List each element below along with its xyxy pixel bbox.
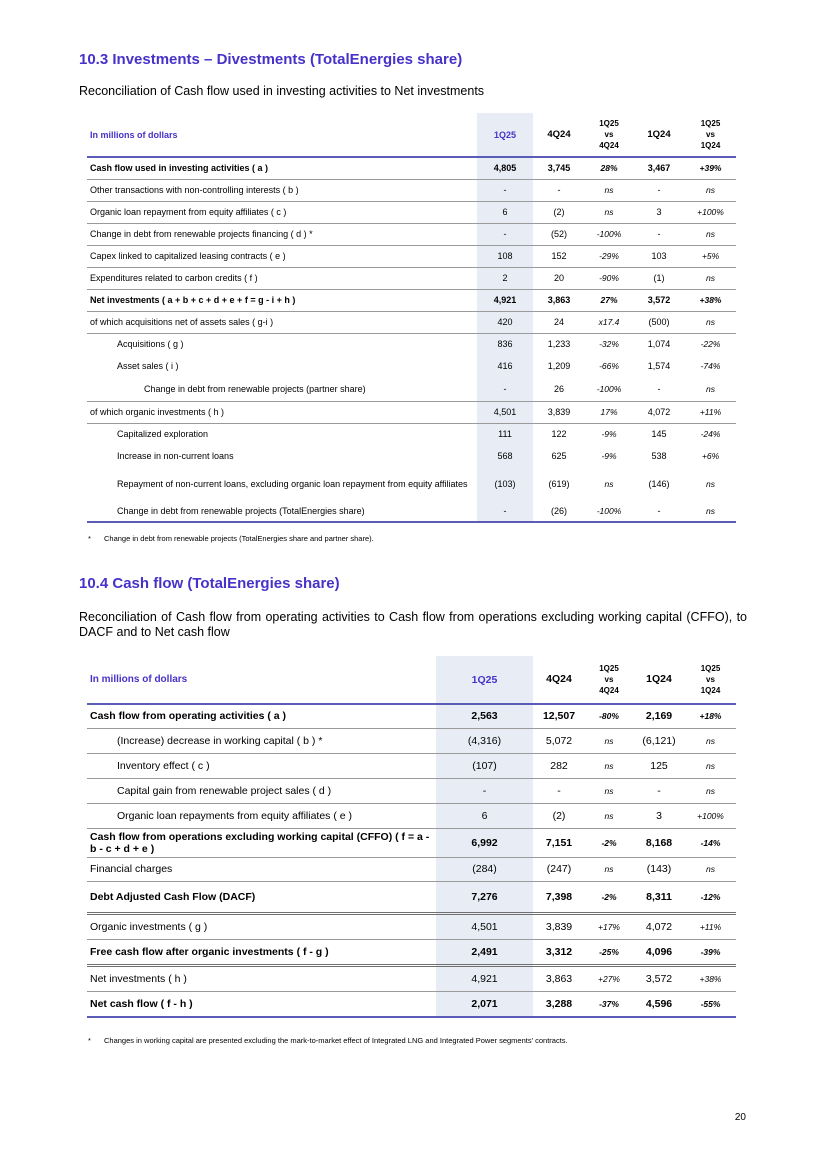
- table-row: [87, 333, 736, 355]
- cell-value: (107): [436, 753, 533, 778]
- cell-value: -55%: [685, 991, 736, 1017]
- cell-value: (1): [633, 267, 685, 289]
- cell-value: -: [633, 179, 685, 201]
- cell-value: 27%: [585, 289, 633, 311]
- cell-value: 7,398: [533, 881, 585, 913]
- table-row: [87, 753, 736, 778]
- cell-value: 111: [477, 423, 533, 445]
- cell-value: +38%: [685, 289, 736, 311]
- cell-value: 4,072: [633, 913, 685, 939]
- column-header: 1Q24: [647, 129, 671, 140]
- cell-value: -37%: [585, 991, 633, 1017]
- cell-value: -100%: [596, 383, 622, 394]
- cell-value: (500): [633, 311, 685, 333]
- row-label: Net cash flow ( f - h ): [87, 991, 436, 1017]
- cell-value: -2%: [585, 881, 633, 913]
- cell-value: 3,839: [533, 401, 585, 423]
- cell-value: -: [477, 377, 533, 401]
- cell-value: 2,563: [436, 704, 533, 728]
- cell-value: 1,074: [633, 333, 685, 355]
- row-label: Debt Adjusted Cash Flow (DACF): [87, 881, 436, 913]
- table-row: [87, 311, 736, 333]
- row-label: Financial charges: [87, 857, 436, 881]
- cell-value: 103: [633, 245, 685, 267]
- cell-value: ns: [585, 201, 633, 223]
- cell-value: +18%: [685, 704, 736, 728]
- table-row: [87, 778, 736, 803]
- column-header: 1Q25 vs 1Q24: [700, 664, 721, 695]
- cell-value: ns: [706, 478, 715, 489]
- row-label: Cash flow used in investing activities ( a ): [87, 157, 477, 179]
- table-row: [87, 355, 736, 377]
- column-header: 1Q25 vs 4Q24: [599, 119, 619, 150]
- cell-value: 7,276: [436, 881, 533, 913]
- cell-value: 3,288: [533, 991, 585, 1017]
- cell-value: 625: [551, 451, 567, 461]
- cell-value: -32%: [585, 333, 633, 355]
- cell-value: 5,072: [533, 728, 585, 753]
- cell-value: -29%: [585, 245, 633, 267]
- cell-value: 4,501: [436, 913, 533, 939]
- cell-value: 420: [477, 311, 533, 333]
- table-row: [87, 445, 736, 467]
- table-row: [87, 223, 736, 245]
- cell-value: -100%: [585, 223, 633, 245]
- cell-value: ns: [604, 478, 614, 489]
- cell-value: 836: [477, 333, 533, 355]
- cell-value: -80%: [585, 704, 633, 728]
- cell-value: ns: [585, 857, 633, 881]
- cell-value: ns: [585, 778, 633, 803]
- cell-value: (6,121): [633, 728, 685, 753]
- table-row: [87, 913, 736, 939]
- table-row: [87, 267, 736, 289]
- cell-value: +27%: [585, 965, 633, 991]
- column-header: 1Q25: [436, 656, 533, 704]
- cell-value: -9%: [601, 451, 617, 461]
- cell-value: (146): [648, 478, 670, 489]
- cell-value: -9%: [585, 423, 633, 445]
- cell-value: +11%: [685, 401, 736, 423]
- cell-value: (247): [533, 857, 585, 881]
- table-row: [87, 245, 736, 267]
- cell-value: 416: [477, 355, 533, 377]
- table-row: [87, 881, 736, 913]
- row-label: Cash flow from operating activities ( a ): [87, 704, 436, 728]
- cell-value: 3,467: [633, 157, 685, 179]
- cell-value: (103): [477, 467, 533, 500]
- cell-value: 4,921: [477, 289, 533, 311]
- cell-value: -2%: [585, 828, 633, 857]
- cell-value: 3,312: [533, 939, 585, 965]
- table-row: [87, 828, 736, 857]
- cell-value: -90%: [585, 267, 633, 289]
- cell-value: -: [477, 500, 533, 522]
- cell-value: (2): [533, 201, 585, 223]
- table-row: [87, 857, 736, 881]
- table-row: [87, 201, 736, 223]
- cell-value: +100%: [685, 201, 736, 223]
- cell-value: 2,169: [633, 704, 685, 728]
- cell-value: 12,507: [533, 704, 585, 728]
- column-header: 1Q25: [477, 113, 533, 157]
- cash-flow-table: [87, 656, 736, 1018]
- cell-value: -12%: [685, 881, 736, 913]
- table-row: [87, 157, 736, 179]
- cell-value: 3,863: [533, 289, 585, 311]
- row-label: Net investments ( h ): [87, 965, 436, 991]
- cell-value: (143): [633, 857, 685, 881]
- cell-value: ns: [585, 179, 633, 201]
- cell-value: 26: [553, 383, 564, 394]
- column-header: 4Q24: [547, 129, 571, 140]
- cell-value: 152: [533, 245, 585, 267]
- footnote-text: Changes in working capital are presented excluding the mark-to-market effect of Integrated LNG and Integrated Power segments' contracts.: [104, 1036, 568, 1045]
- unit-label: In millions of dollars: [90, 129, 178, 140]
- cell-value: -14%: [685, 828, 736, 857]
- cell-value: 4,096: [633, 939, 685, 965]
- cell-value: ns: [685, 311, 736, 333]
- row-label: Other transactions with non-controlling interests ( b ): [87, 179, 477, 201]
- cell-value: 20: [533, 267, 585, 289]
- footnote-investments: [88, 534, 374, 543]
- cell-value: 4,501: [477, 401, 533, 423]
- table-row: [87, 423, 736, 445]
- row-label: Increase in non-current loans: [117, 451, 234, 461]
- cell-value: -: [436, 778, 533, 803]
- row-label: Expenditures related to carbon credits ( f ): [87, 267, 477, 289]
- row-label: Asset sales ( i ): [117, 361, 179, 371]
- cell-value: 1,574: [647, 361, 671, 371]
- cell-value: 145: [633, 423, 685, 445]
- cell-value: ns: [685, 753, 736, 778]
- cell-value: 3: [633, 201, 685, 223]
- table-row: [87, 728, 736, 753]
- cell-value: 2,491: [436, 939, 533, 965]
- cell-value: ns: [685, 267, 736, 289]
- table-row: [87, 377, 736, 401]
- cell-value: x17.4: [585, 311, 633, 333]
- column-header: 1Q25 vs 1Q24: [700, 119, 721, 150]
- cell-value: 3: [633, 803, 685, 828]
- section-subtitle-cash-flow: Reconciliation of Cash flow from operating activities to Cash flow from operations excluding working capital (CFFO), to DACF and to Net cash flow: [79, 610, 747, 639]
- page-number: 20: [734, 1112, 746, 1123]
- cell-value: -: [477, 179, 533, 201]
- cell-value: -: [533, 778, 585, 803]
- cell-value: 282: [533, 753, 585, 778]
- cell-value: -24%: [685, 423, 736, 445]
- row-label: Organic investments ( g ): [87, 913, 436, 939]
- cell-value: +38%: [685, 965, 736, 991]
- table-row: [87, 939, 736, 965]
- table-row: [87, 467, 736, 500]
- footnote-text: Change in debt from renewable projects (TotalEnergies share and partner share).: [104, 534, 374, 543]
- cell-value: -74%: [700, 361, 721, 371]
- footnote-marker: *: [88, 534, 91, 543]
- cell-value: -: [633, 778, 685, 803]
- cell-value: ns: [685, 857, 736, 881]
- cell-value: ns: [685, 223, 736, 245]
- cell-value: 3,839: [533, 913, 585, 939]
- cell-value: -22%: [685, 333, 736, 355]
- table-row: [87, 704, 736, 728]
- cell-value: ns: [685, 500, 736, 522]
- cell-value: -39%: [685, 939, 736, 965]
- section-subtitle-investments: Reconciliation of Cash flow used in investing activities to Net investments: [79, 84, 485, 98]
- table-row: [87, 500, 736, 522]
- cell-value: 122: [533, 423, 585, 445]
- row-label: (Increase) decrease in working capital ( b ) *: [87, 728, 436, 753]
- row-label: Change in debt from renewable projects (partner share): [144, 383, 366, 394]
- cell-value: ns: [585, 753, 633, 778]
- row-label: Change in debt from renewable projects (TotalEnergies share): [87, 500, 477, 522]
- cell-value: (2): [533, 803, 585, 828]
- row-label: Repayment of non-current loans, excluding organic loan repayment from equity affiliates: [117, 478, 468, 489]
- cell-value: 2,071: [436, 991, 533, 1017]
- cell-value: 3,572: [633, 289, 685, 311]
- row-label: Capex linked to capitalized leasing contracts ( e ): [87, 245, 477, 267]
- cell-value: 108: [477, 245, 533, 267]
- cell-value: (284): [436, 857, 533, 881]
- cell-value: -100%: [585, 500, 633, 522]
- cell-value: ns: [585, 728, 633, 753]
- cell-value: 8,311: [633, 881, 685, 913]
- row-label: of which acquisitions net of assets sales ( g-i ): [87, 311, 477, 333]
- cell-value: +11%: [685, 913, 736, 939]
- cell-value: -: [633, 500, 685, 522]
- cell-value: 4,921: [436, 965, 533, 991]
- table-row: [87, 965, 736, 991]
- cell-value: 3,572: [633, 965, 685, 991]
- cell-value: 24: [533, 311, 585, 333]
- cell-value: -: [533, 179, 585, 201]
- cell-value: 1,233: [533, 333, 585, 355]
- row-label: of which organic investments ( h ): [87, 401, 477, 423]
- cell-value: -25%: [585, 939, 633, 965]
- table-row: [87, 401, 736, 423]
- row-label: Capitalized exploration: [87, 423, 477, 445]
- cell-value: 4,805: [477, 157, 533, 179]
- row-label: Organic loan repayment from equity affiliates ( c ): [87, 201, 477, 223]
- cell-value: 2: [477, 267, 533, 289]
- column-header: 1Q24: [646, 673, 672, 685]
- cell-value: +17%: [585, 913, 633, 939]
- column-header: 1Q25 vs 4Q24: [599, 664, 619, 695]
- cell-value: 28%: [585, 157, 633, 179]
- cell-value: ns: [706, 383, 715, 394]
- cell-value: 6: [477, 201, 533, 223]
- cell-value: 6: [436, 803, 533, 828]
- row-label: Net investments ( a + b + c + d + e + f = g - i + h ): [87, 289, 477, 311]
- cell-value: 1,209: [547, 361, 571, 371]
- table-row: [87, 289, 736, 311]
- cell-value: (619): [548, 478, 570, 489]
- table-row: [87, 991, 736, 1017]
- cell-value: -66%: [599, 361, 619, 371]
- cell-value: 3,863: [533, 965, 585, 991]
- cell-value: (26): [533, 500, 585, 522]
- table-row: [87, 803, 736, 828]
- cell-value: +39%: [685, 157, 736, 179]
- cell-value: (4,316): [436, 728, 533, 753]
- cell-value: 3,745: [533, 157, 585, 179]
- cell-value: -: [477, 223, 533, 245]
- column-header: 4Q24: [546, 673, 572, 685]
- row-label: Cash flow from operations excluding working capital (CFFO) ( f = a - b - c + d + e ): [87, 828, 436, 857]
- footnote-cash-flow: [88, 1036, 568, 1045]
- investments-table: [87, 113, 736, 523]
- cell-value: (52): [533, 223, 585, 245]
- cell-value: 4,072: [633, 401, 685, 423]
- cell-value: ns: [685, 728, 736, 753]
- cell-value: +5%: [685, 245, 736, 267]
- cell-value: 4,596: [633, 991, 685, 1017]
- cell-value: 538: [651, 451, 667, 461]
- section-title-investments: 10.3 Investments – Divestments (TotalEnergies share): [79, 51, 463, 68]
- unit-label: In millions of dollars: [90, 674, 188, 685]
- table-row: [87, 179, 736, 201]
- footnote-marker: *: [88, 1036, 91, 1045]
- row-label: Organic loan repayments from equity affiliates ( e ): [87, 803, 436, 828]
- row-label: Free cash flow after organic investments ( f - g ): [87, 939, 436, 965]
- row-label: Change in debt from renewable projects financing ( d ) *: [87, 223, 477, 245]
- cell-value: +100%: [685, 803, 736, 828]
- cell-value: 7,151: [533, 828, 585, 857]
- cell-value: ns: [685, 179, 736, 201]
- cell-value: 568: [477, 445, 533, 467]
- cell-value: 125: [633, 753, 685, 778]
- section-title-cash-flow: 10.4 Cash flow (TotalEnergies share): [79, 575, 340, 592]
- row-label: Capital gain from renewable project sales ( d ): [87, 778, 436, 803]
- cell-value: 6,992: [436, 828, 533, 857]
- cell-value: -: [633, 223, 685, 245]
- cell-value: -: [657, 383, 661, 394]
- row-label: Acquisitions ( g ): [87, 333, 477, 355]
- cell-value: ns: [585, 803, 633, 828]
- cell-value: +6%: [701, 451, 720, 461]
- cell-value: 17%: [585, 401, 633, 423]
- row-label: Inventory effect ( c ): [87, 753, 436, 778]
- cell-value: ns: [685, 778, 736, 803]
- cell-value: 8,168: [633, 828, 685, 857]
